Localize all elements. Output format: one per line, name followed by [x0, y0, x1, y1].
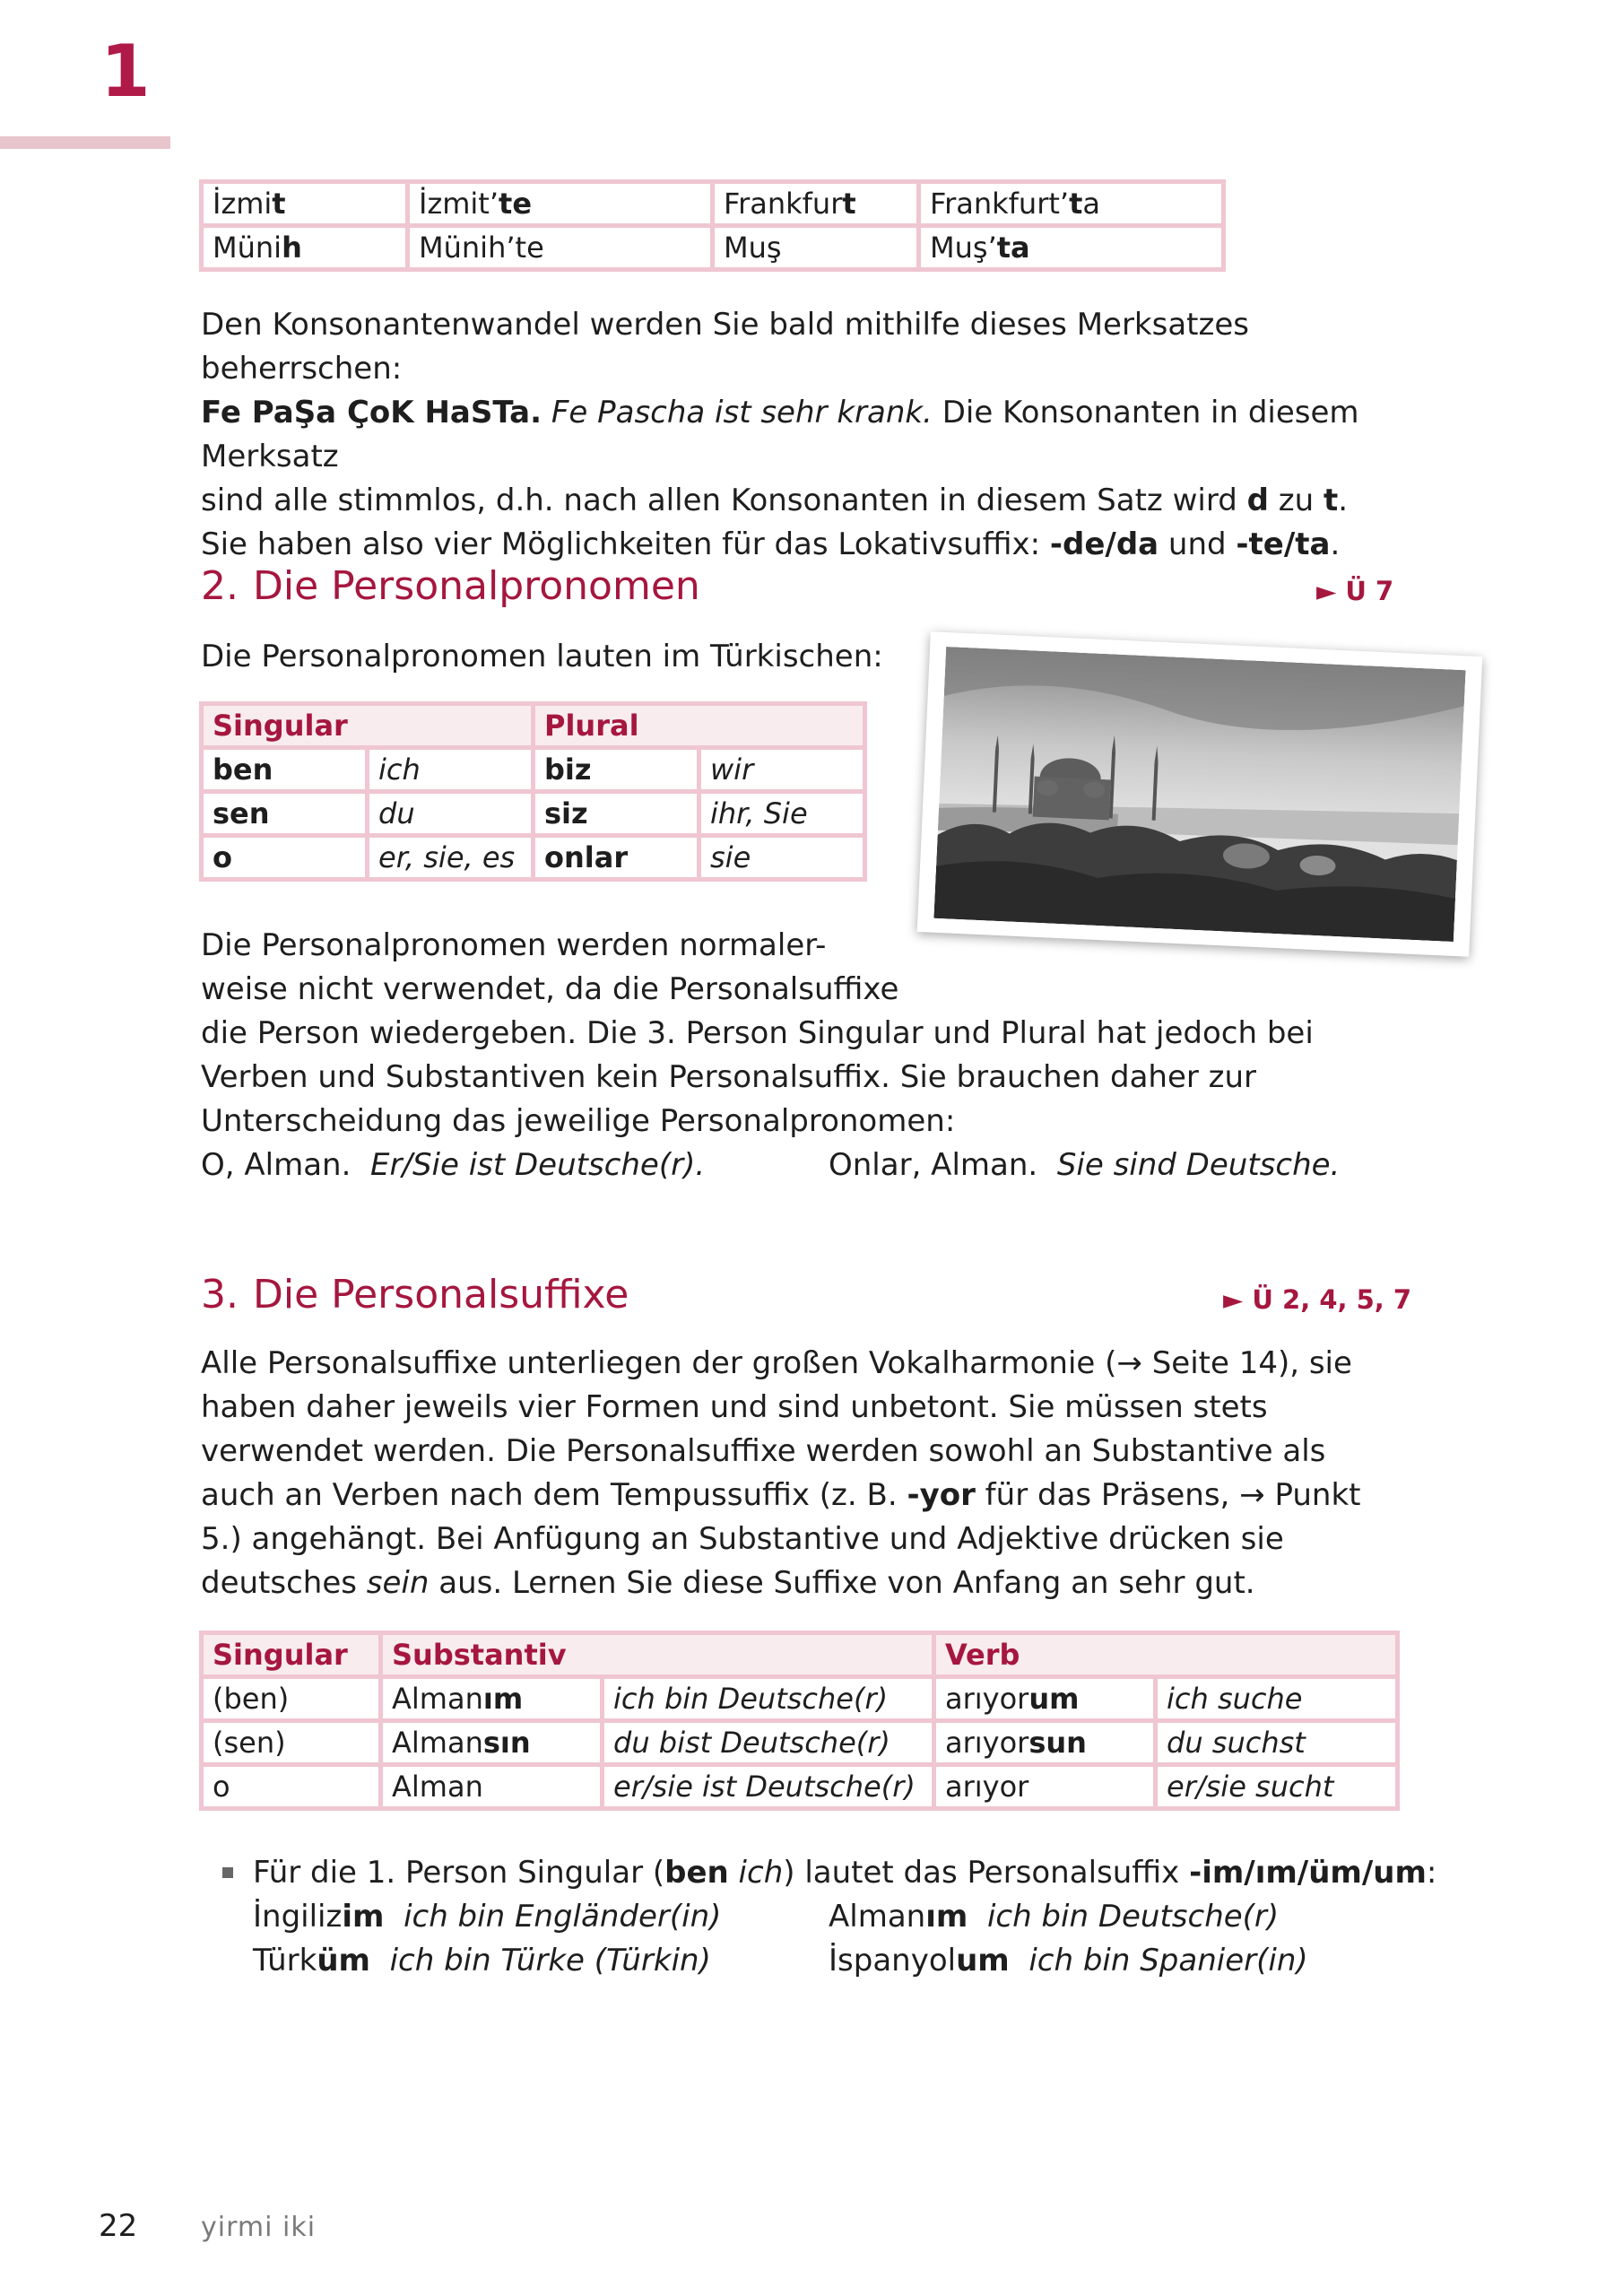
table-row [204, 838, 863, 877]
table-cell: er/sie sucht [1158, 1767, 1395, 1806]
header-cell: Substantiv [383, 1635, 932, 1674]
pronoun-table [199, 701, 867, 882]
header-cell: Singular [204, 706, 531, 745]
table-row [204, 1767, 1395, 1806]
table-cell: (ben) [204, 1679, 378, 1718]
table-header [204, 706, 863, 745]
table-cell: arıyorsun [936, 1723, 1153, 1762]
table-header [204, 1635, 1395, 1674]
page-number-word: yirmi iki [201, 2212, 317, 2243]
table-cell: Muş [715, 228, 916, 267]
table-cell: ich suche [1158, 1679, 1395, 1718]
table-cell: İzmit [204, 184, 405, 223]
header-cell: Plural [535, 706, 863, 745]
intro-text: Die Personalpronomen lauten im Türkischen: [201, 639, 883, 674]
consonant-table [199, 179, 1226, 272]
table-cell: Almansın [383, 1723, 600, 1762]
section-heading: 3. Die Personalsuffixe [201, 1272, 629, 1318]
table-row [204, 750, 863, 789]
table-cell: du suchst [1158, 1723, 1395, 1762]
table-cell: du [369, 794, 531, 833]
table-cell: ihr, Sie [701, 794, 863, 833]
table-cell: Münih [204, 228, 405, 267]
table-cell: o [204, 1767, 378, 1806]
table-cell: sie [701, 838, 863, 877]
table-cell: ich [369, 750, 531, 789]
exercise-ref[interactable]: ► Ü 7 [1316, 576, 1394, 606]
table-row [204, 794, 863, 833]
chapter-bar [0, 136, 170, 149]
table-cell: Frankfurt [715, 184, 916, 223]
table-cell: siz [535, 794, 697, 833]
table-cell: ben [204, 750, 365, 789]
chapter-number: 1 [100, 30, 151, 113]
example-line: Onlar, Alman. Sie sind Deutsche. [829, 1147, 1341, 1183]
header-cell: Verb [936, 1635, 1395, 1674]
exercise-ref[interactable]: ► Ü 2, 4, 5, 7 [1223, 1284, 1412, 1315]
table-cell: er/sie ist Deutsche(r) [604, 1767, 932, 1806]
example-line: Almanım ich bin Deutsche(r) [829, 1899, 1280, 1935]
istanbul-photo-card [917, 631, 1483, 957]
header-cell: Singular [204, 1635, 378, 1674]
table-cell: arıyor [936, 1767, 1153, 1806]
table-cell: Münih’te [410, 228, 710, 267]
pronoun-paragraph: die Person wiedergeben. Die 3. Person Singular und Plural hat jedoch bei Verben und Substantiven kein Personalsuffix. Sie brauchen daher zur Unterscheidung das jeweilige Personalpronomen: [201, 1015, 1314, 1139]
example-line: İngilizim ich bin Engländer(in) [253, 1899, 722, 1935]
suffix-paragraph: Alle Personalsuffixe unterliegen der großen Vokalharmonie (→ Seite 14), sie haben daher jeweils vier Formen und sind unbetont. Sie müssen stets verwendet werden. Die Personalsuffixe werden sowohl an Substantive als auch an Verben nach dem Tempussuffix (z. B. -yor für das Präsens, → Punkt 5.) angehängt. Bei Anfügung an Substantive und Adjektive drücken sie deutsches sein aus. Lernen Sie diese Suffixe von Anfang an sehr gut. [201, 1345, 1361, 1601]
table-cell: ich bin Deutsche(r) [604, 1679, 932, 1718]
bullet-text: Für die 1. Person Singular (ben ich) lautet das Personalsuffix -im/ım/üm/um: [253, 1855, 1437, 1891]
table-cell: Muş’ta [921, 228, 1221, 267]
pronoun-text-line: Die Personalpronomen werden normaler- [201, 927, 827, 963]
example-line: O, Alman. Er/Sie ist Deutsche(r). [201, 1147, 706, 1183]
table-cell: biz [535, 750, 697, 789]
table-cell: o [204, 838, 365, 877]
table-row [204, 1679, 1395, 1718]
table-cell: İzmit’te [410, 184, 710, 223]
pronoun-text-line: weise nicht verwendet, da die Personalsuffixe [201, 971, 899, 1007]
example-line: Türküm ich bin Türke (Türkin) [253, 1943, 711, 1979]
table-cell: arıyorum [936, 1679, 1153, 1718]
table-cell: wir [701, 750, 863, 789]
table-cell: onlar [535, 838, 697, 877]
table-cell: Almanım [383, 1679, 600, 1718]
table-cell: Alman [383, 1767, 600, 1806]
example-line: İspanyolum ich bin Spanier(in) [829, 1943, 1308, 1979]
page-number: 22 [99, 2208, 138, 2244]
table-cell: (sen) [204, 1723, 378, 1762]
section-heading: 2. Die Personalpronomen [201, 563, 700, 609]
table-row [204, 184, 1221, 223]
suffix-table [199, 1631, 1400, 1811]
table-row [204, 228, 1221, 267]
bullet-square-icon [222, 1867, 233, 1878]
table-cell: sen [204, 794, 365, 833]
istanbul-photo [933, 647, 1465, 942]
table-cell: Frankfurt’ta [921, 184, 1221, 223]
table-row [204, 1723, 1395, 1762]
table-cell: du bist Deutsche(r) [604, 1723, 932, 1762]
table-cell: er, sie, es [369, 838, 531, 877]
consonant-paragraph: Den Konsonantenwandel werden Sie bald mithilfe dieses Merksatzes beherrschen: Fe PaŞa ÇoK HaSTa. Fe Pascha ist sehr krank. Die Konsonanten in diesem Merksatz sind alle stimmlos, d.h. nach allen Konsonanten in diesem Satz wird d zu t. Sie haben also vier Möglichkeiten für das Lokativsuffix: -de/da und -te/ta. [201, 307, 1359, 562]
